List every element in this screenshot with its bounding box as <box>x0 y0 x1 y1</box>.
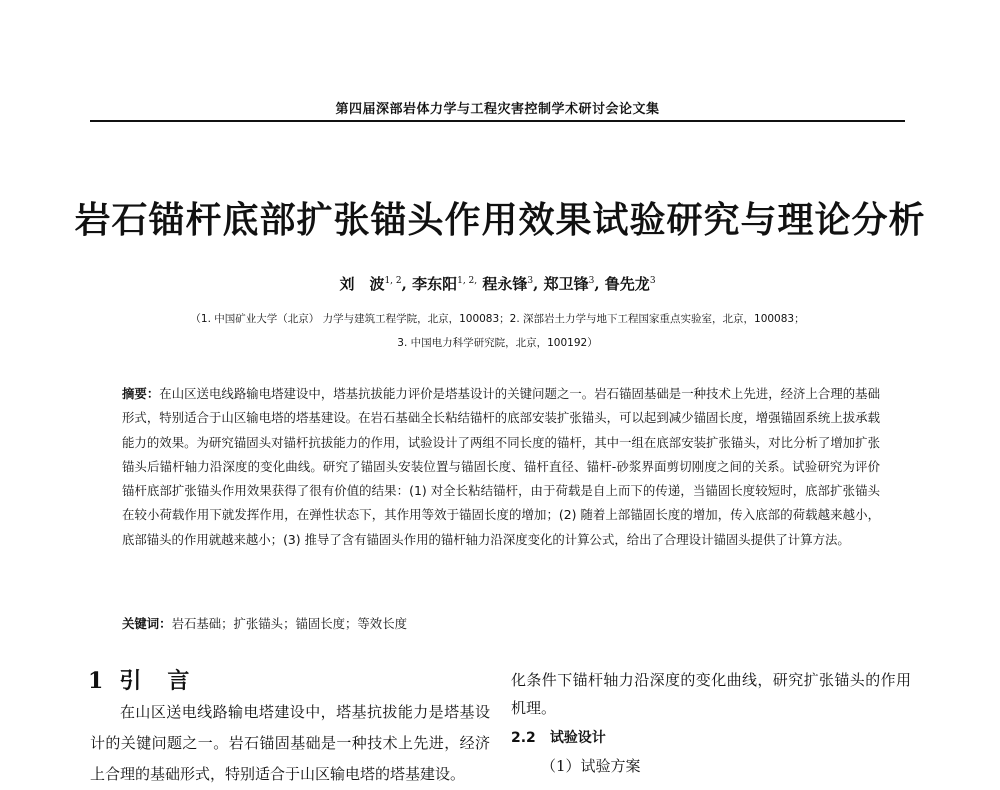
body-paragraph: （1）试验方案 <box>541 757 641 775</box>
subsection-number: 2.2 <box>511 730 536 746</box>
author-affil-mark: 3 <box>649 276 656 286</box>
author-name: 郑卫锋 <box>543 275 589 293</box>
abstract <box>122 382 880 552</box>
section-number: 1 <box>88 668 104 694</box>
author-name: 程永锋 <box>482 275 528 293</box>
author-list <box>90 273 905 294</box>
subsection-heading <box>511 724 911 752</box>
body-paragraph: 化条件下锚杆轴力沿深度的变化曲线，研究扩张锚头的作用机理。 <box>511 671 911 717</box>
author-separator: , <box>533 275 544 293</box>
keywords-label: 关键词： <box>122 616 172 631</box>
author-affil-mark: 3 <box>588 276 595 286</box>
abstract-label: 摘要： <box>122 386 160 401</box>
paper-title: 岩石锚杆底部扩张锚头作用效果试验研究与理论分析 <box>74 200 926 241</box>
subsection-title: 试验设计 <box>549 730 606 746</box>
section-title: 引言 <box>119 668 216 694</box>
abstract-text: 在山区送电线路输电塔建设中，塔基抗拔能力评价是塔基设计的关键问题之一。岩石锚固基础是一种技术上先进，经济上合理的基础形式，特别适合于山区输电塔的塔基建设。在岩石基础全长粘结锚杆的底部安装扩张锚头，可以起到减少锚固长度，增强锚固系统上拔承载能力的效果。为研究锚固头对锚杆抗拔能力的作用，试验设计了两组不同长度的锚杆，其中一组在底部安装扩张锚头，对比分析了增加扩张锚头后锚杆轴力沿深度的变化曲线。研究了锚固头安装位置与锚固长度、锚杆直径、锚杆-砂浆界面剪切刚度之间的关系。试验研究为评价锚杆底部扩张锚头作用效果获得了很有价值的结果：(1) 对全长粘结锚杆，由于荷载是自上而下的传递，当锚固长度较短时，底部扩张锚头在较小荷载作用下就发挥作用，在弹性状态下，其作用等效于锚固长度的增加；(2) 随着上部锚固长度的增加，传入底部的荷载越来越小，底部锚头的作用就越来越小；(3) 推导了含有锚固头作用的锚杆轴力沿深度变化的计算公式，给出了合理设计锚固头提供了计算方法。 <box>122 386 880 547</box>
header-rule <box>90 120 905 122</box>
author-separator: , <box>594 275 605 293</box>
left-column <box>90 697 490 790</box>
author-name: 刘 波 <box>339 275 385 293</box>
keywords <box>122 614 880 632</box>
author-separator: , <box>401 275 413 293</box>
right-column <box>511 666 911 780</box>
author-affil-mark: 1, 2, <box>457 276 478 286</box>
affiliation-line-1: （1. 中国矿业大学（北京） 力学与建筑工程学院，北京，100083；2. 深部岩土力学与地下工程国家重点实验室，北京，100083； <box>190 313 805 325</box>
section-heading <box>88 664 215 695</box>
keywords-text: 岩石基础；扩张锚头；锚固长度；等效长度 <box>171 616 407 631</box>
author-name: 鲁先龙 <box>604 275 650 293</box>
affiliation-line-2: 3. 中国电力科学研究院，北京，100192） <box>397 337 598 349</box>
author-affil-mark: 1, 2 <box>384 276 402 286</box>
author-affil-mark: 3 <box>527 276 534 286</box>
body-paragraph: 在山区送电线路输电塔建设中，塔基抗拔能力是塔基设计的关键问题之一。岩石锚固基础是一种技术上先进，经济上合理的基础形式，特别适合于山区输电塔的塔基建设。 <box>90 703 490 783</box>
running-header: 第四届深部岩体力学与工程灾害控制学术研讨会论文集 <box>335 102 660 117</box>
author-name: 李东阳 <box>412 275 458 293</box>
